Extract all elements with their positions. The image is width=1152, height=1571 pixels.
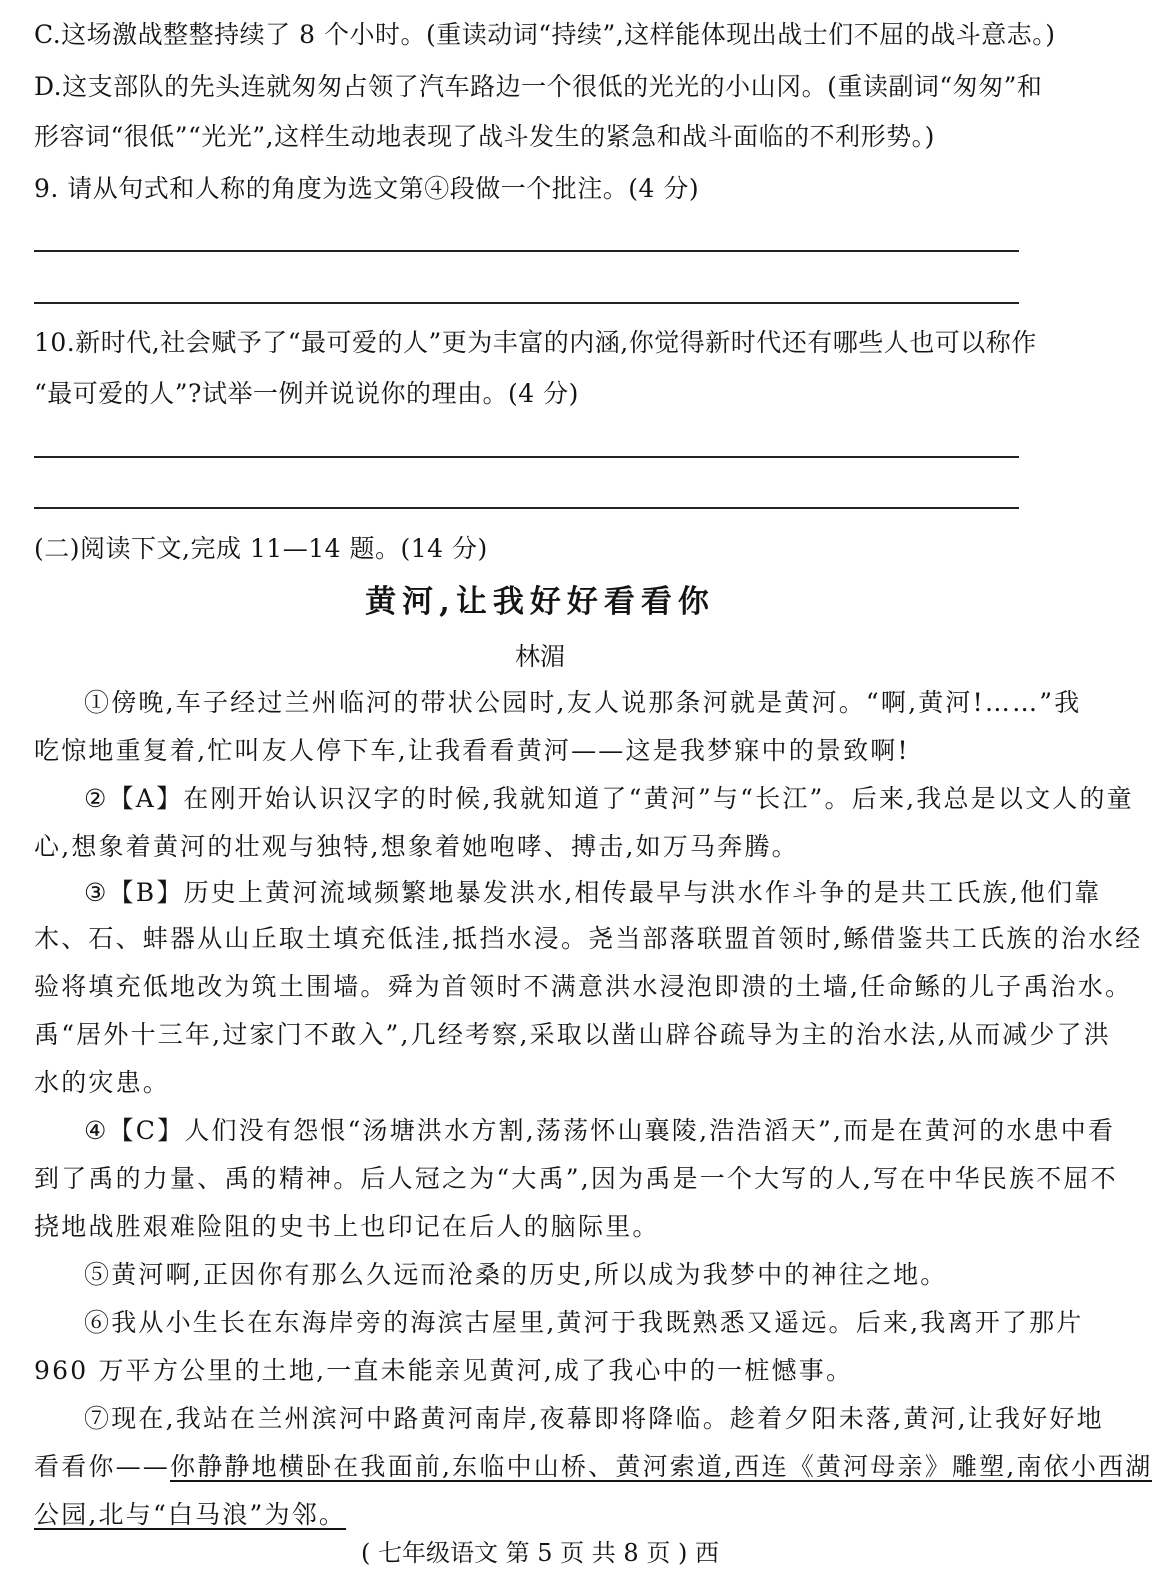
answer-line-10b[interactable] bbox=[34, 507, 1019, 509]
article-line: 960 万平方公里的土地,一直未能亲见黄河,成了我心中的一桩憾事。 bbox=[34, 1356, 854, 1385]
question-10-line-1: 10.新时代,社会赋予了“最可爱的人”更为丰富的内涵,你觉得新时代还有哪些人也可以称作 bbox=[34, 328, 1037, 357]
option-d-line-2: 形容词“很低”“光光”,这样生动地表现了战斗发生的紧急和战斗面临的不利形势。) bbox=[34, 122, 935, 151]
section-2-heading: (二)阅读下文,完成 11—14 题。(14 分) bbox=[34, 534, 488, 563]
option-d-line-1: D.这支部队的先头连就匆匆占领了汽车路边一个很低的光光的小山冈。(重读副词“匆匆”和 bbox=[34, 72, 1043, 101]
article-author: 林湄 bbox=[514, 642, 565, 671]
article-line-plain: 看看你—— bbox=[34, 1452, 171, 1481]
answer-line-10a[interactable] bbox=[34, 456, 1019, 458]
article-line: 吃惊地重复着,忙叫友人停下车,让我看看黄河——这是我梦寐中的景致啊! bbox=[34, 736, 910, 765]
article-line: 木、石、蚌器从山丘取土填充低洼,抵挡水浸。尧当部落联盟首领时,鲧借鉴共工氏族的治水经 bbox=[34, 924, 1143, 953]
article-line: ③【B】历史上黄河流域频繁地暴发洪水,相传最早与洪水作斗争的是共工氏族,他们靠 bbox=[84, 878, 1102, 907]
answer-line-9a[interactable] bbox=[34, 250, 1019, 252]
underlined-sentence: 公园,北与“白马浪”为邻。 bbox=[34, 1500, 347, 1529]
question-10-line-2: “最可爱的人”?试举一例并说说你的理由。(4 分) bbox=[34, 379, 579, 408]
article-line: ②【A】在刚开始认识汉字的时候,我就知道了“黄河”与“长江”。后来,我总是以文人的童 bbox=[84, 784, 1134, 813]
article-line: ④【C】人们没有怨恨“汤塘洪水方割,荡荡怀山襄陵,浩浩滔天”,而是在黄河的水患中看 bbox=[84, 1116, 1116, 1145]
article-line: ⑥我从小生长在东海岸旁的海滨古屋里,黄河于我既熟悉又遥远。后来,我离开了那片 bbox=[84, 1308, 1084, 1337]
article-line: 挠地战胜艰难险阻的史书上也印记在后人的脑际里。 bbox=[34, 1212, 660, 1241]
answer-line-9b[interactable] bbox=[34, 302, 1019, 304]
article-title: 黄河,让我好好看看你 bbox=[365, 584, 715, 620]
underlined-sentence: 你静静地横卧在我面前,东临中山桥、黄河索道,西连《黄河母亲》雕塑,南依小西湖 bbox=[170, 1452, 1152, 1481]
question-9: 9. 请从句式和人称的角度为选文第④段做一个批注。(4 分) bbox=[34, 174, 700, 203]
option-c: C.这场激战整整持续了 8 个小时。(重读动词“持续”,这样能体现出战士们不屈的战斗意志。) bbox=[34, 20, 1056, 49]
article-line: ⑤黄河啊,正因你有那么久远而沧桑的历史,所以成为我梦中的神往之地。 bbox=[84, 1260, 948, 1289]
article-line bbox=[34, 1450, 1152, 1484]
article-line: 禹“居外十三年,过家门不敢入”,几经考察,采取以凿山辟谷疏导为主的治水法,从而减少了洪 bbox=[34, 1020, 1111, 1049]
article-line: ①傍晚,车子经过兰州临河的带状公园时,友人说那条河就是黄河。“啊,黄河!……”我 bbox=[84, 688, 1082, 717]
article-line: 到了禹的力量、禹的精神。后人冠之为“大禹”,因为禹是一个大写的人,写在中华民族不屈不 bbox=[34, 1164, 1118, 1193]
article-line bbox=[34, 1498, 1046, 1532]
article-line: 心,想象着黄河的壮观与独特,想象着她咆哮、搏击,如万马奔腾。 bbox=[34, 832, 799, 861]
article-line: 水的灾患。 bbox=[34, 1068, 171, 1097]
article-line: 验将填充低地改为筑土围墙。舜为首领时不满意洪水浸泡即溃的土墙,任命鲧的儿子禹治水。 bbox=[34, 972, 1133, 1001]
article-line: ⑦现在,我站在兰州滨河中路黄河南岸,夜幕即将降临。趁着夕阳未落,黄河,让我好好地 bbox=[84, 1404, 1104, 1433]
page-footer: ( 七年级语文 第 5 页 共 8 页 ) 西 bbox=[361, 1539, 719, 1567]
